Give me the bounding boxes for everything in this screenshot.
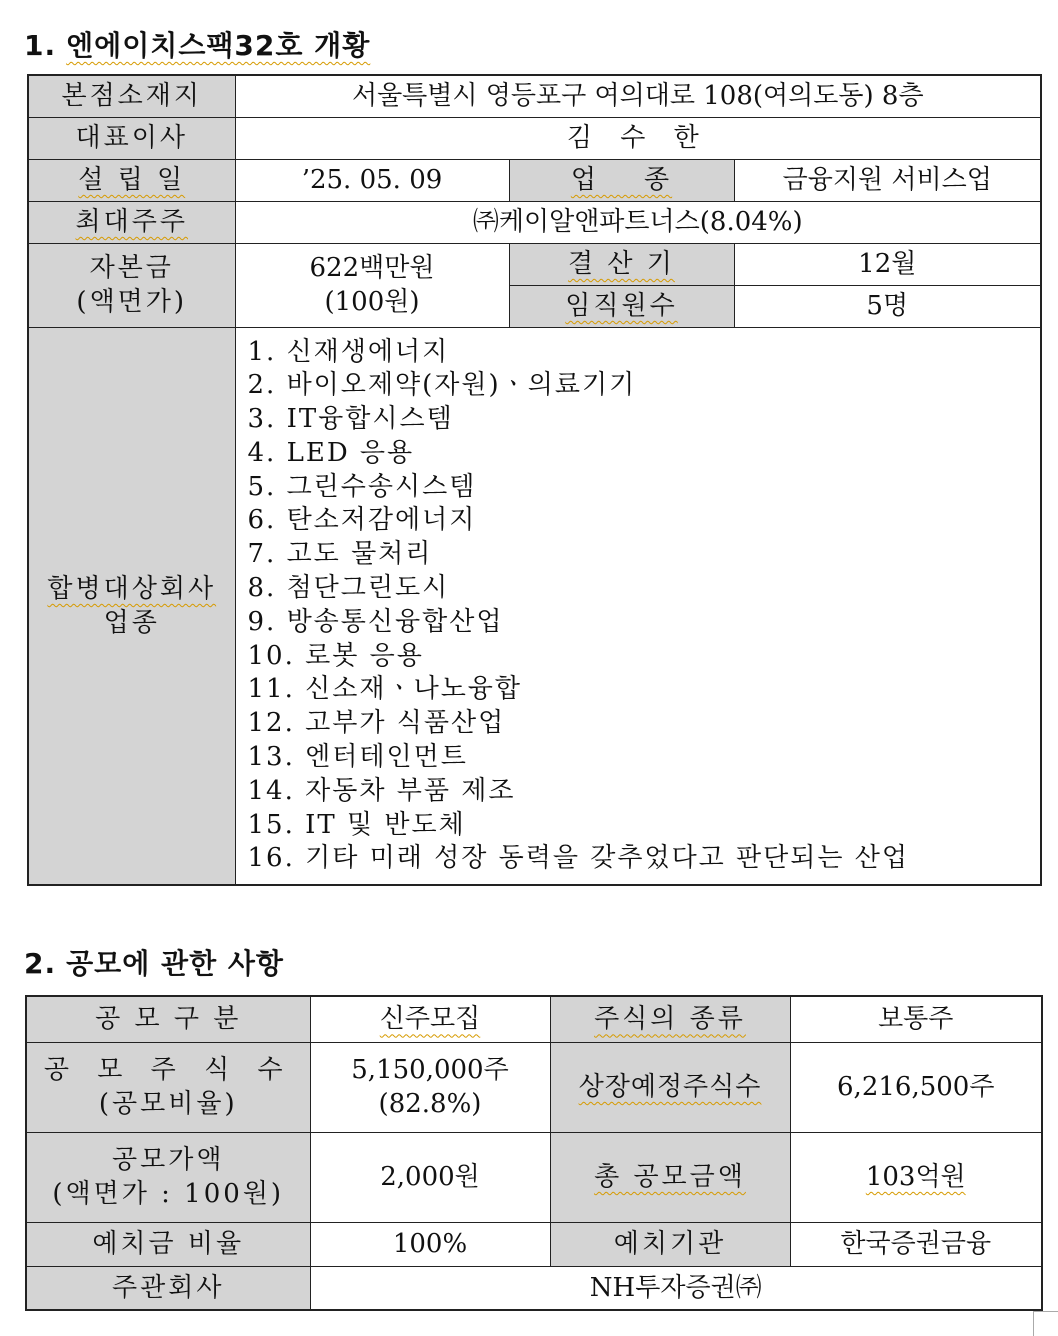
- custodian-label: 예치기관: [550, 1222, 790, 1266]
- listed-shares-label: 상장예정주식수: [550, 1042, 790, 1132]
- list-item: 9. 방송통신융합산업: [247, 606, 504, 637]
- list-item: 13. 엔터테인먼트: [247, 742, 468, 773]
- merger-target-label: 합병대상회사 업종: [28, 327, 235, 885]
- list-item: 8. 첨단그린도시: [247, 573, 450, 604]
- offering-shares-value: 5,150,000주 (82.8%): [310, 1042, 550, 1132]
- offering-type-value: 신주모집: [310, 996, 550, 1042]
- list-item: 16. 기타 미래 성장 동력을 갖추었다고 판단되는 산업: [247, 843, 910, 874]
- industry-value: 금융지원 서비스업: [734, 159, 1041, 201]
- fiscal-value: 12월: [734, 243, 1041, 285]
- list-item: 6. 탄소저감에너지: [247, 505, 477, 536]
- list-item: 4. LED 응용: [247, 437, 415, 468]
- employees-label: 임직원수: [509, 285, 734, 327]
- offering-table: [25, 995, 1043, 1311]
- section-1-title: 엔에이치스팩32호 개황: [66, 29, 371, 62]
- stock-kind-value: 보통주: [790, 996, 1042, 1042]
- employees-value: 5명: [734, 285, 1041, 327]
- hq-value: 서울특별시 영등포구 여의대로 108(여의도동) 8층: [235, 75, 1041, 117]
- section-1-number: 1.: [24, 29, 57, 62]
- deposit-ratio-label: 예치금 비율: [26, 1222, 310, 1266]
- industry-label: 업 종: [509, 159, 734, 201]
- list-item: 10. 로봇 응용: [247, 640, 424, 671]
- list-item: 5. 그린수송시스템: [247, 471, 477, 502]
- listed-shares-value: 6,216,500주: [790, 1042, 1042, 1132]
- custodian-value: 한국증권금융: [790, 1222, 1042, 1266]
- shareholder-value: ㈜케이알앤파트너스(8.04%): [235, 201, 1041, 243]
- deposit-ratio-value: 100%: [310, 1222, 550, 1266]
- page-corner-mark: [1033, 1311, 1058, 1336]
- list-item: 7. 고도 물처리: [247, 539, 433, 570]
- merger-industry-list: [235, 327, 1041, 885]
- list-item: 11. 신소재ㆍ나노융합: [247, 674, 523, 705]
- section-2-title: 공모에 관한 사항: [66, 947, 284, 980]
- section-2-number: 2.: [24, 947, 57, 980]
- underwriter-value: NH투자증권㈜: [310, 1266, 1042, 1310]
- founded-value: ’25. 05. 09: [235, 159, 509, 201]
- offering-price-value: 2,000원: [310, 1132, 550, 1222]
- total-offering-value: 103억원: [790, 1132, 1042, 1222]
- spac-overview-table: [27, 74, 1042, 886]
- stock-kind-label: 주식의 종류: [550, 996, 790, 1042]
- capital-value: 622백만원 (100원): [235, 243, 509, 327]
- list-item: 1. 신재생에너지: [247, 336, 450, 367]
- section-1-heading: [24, 24, 370, 64]
- fiscal-label: 결 산 기: [509, 243, 734, 285]
- hq-label: 본점소재지: [28, 75, 235, 117]
- underwriter-label: 주관회사: [26, 1266, 310, 1310]
- capital-label: 자본금 (액면가): [28, 243, 235, 327]
- total-offering-label: 총 공모금액: [550, 1132, 790, 1222]
- list-item: 2. 바이오제약(자원)ㆍ의료기기: [247, 370, 637, 401]
- offering-price-label: 공모가액 (액면가 : 100원): [26, 1132, 310, 1222]
- ceo-value: 김 수 한: [235, 117, 1041, 159]
- founded-label: 설 립 일: [28, 159, 235, 201]
- list-item: 15. IT 및 반도체: [247, 809, 466, 840]
- section-2-heading: [24, 942, 284, 982]
- offering-type-label: 공 모 구 분: [26, 996, 310, 1042]
- shareholder-label: 최대주주: [28, 201, 235, 243]
- offering-shares-label: 공 모 주 식 수 (공모비율): [26, 1042, 310, 1132]
- list-item: 12. 고부가 식품산업: [247, 708, 506, 739]
- list-item: 3. IT융합시스템: [247, 404, 454, 435]
- ceo-label: 대표이사: [28, 117, 235, 159]
- list-item: 14. 자동차 부품 제조: [247, 775, 516, 806]
